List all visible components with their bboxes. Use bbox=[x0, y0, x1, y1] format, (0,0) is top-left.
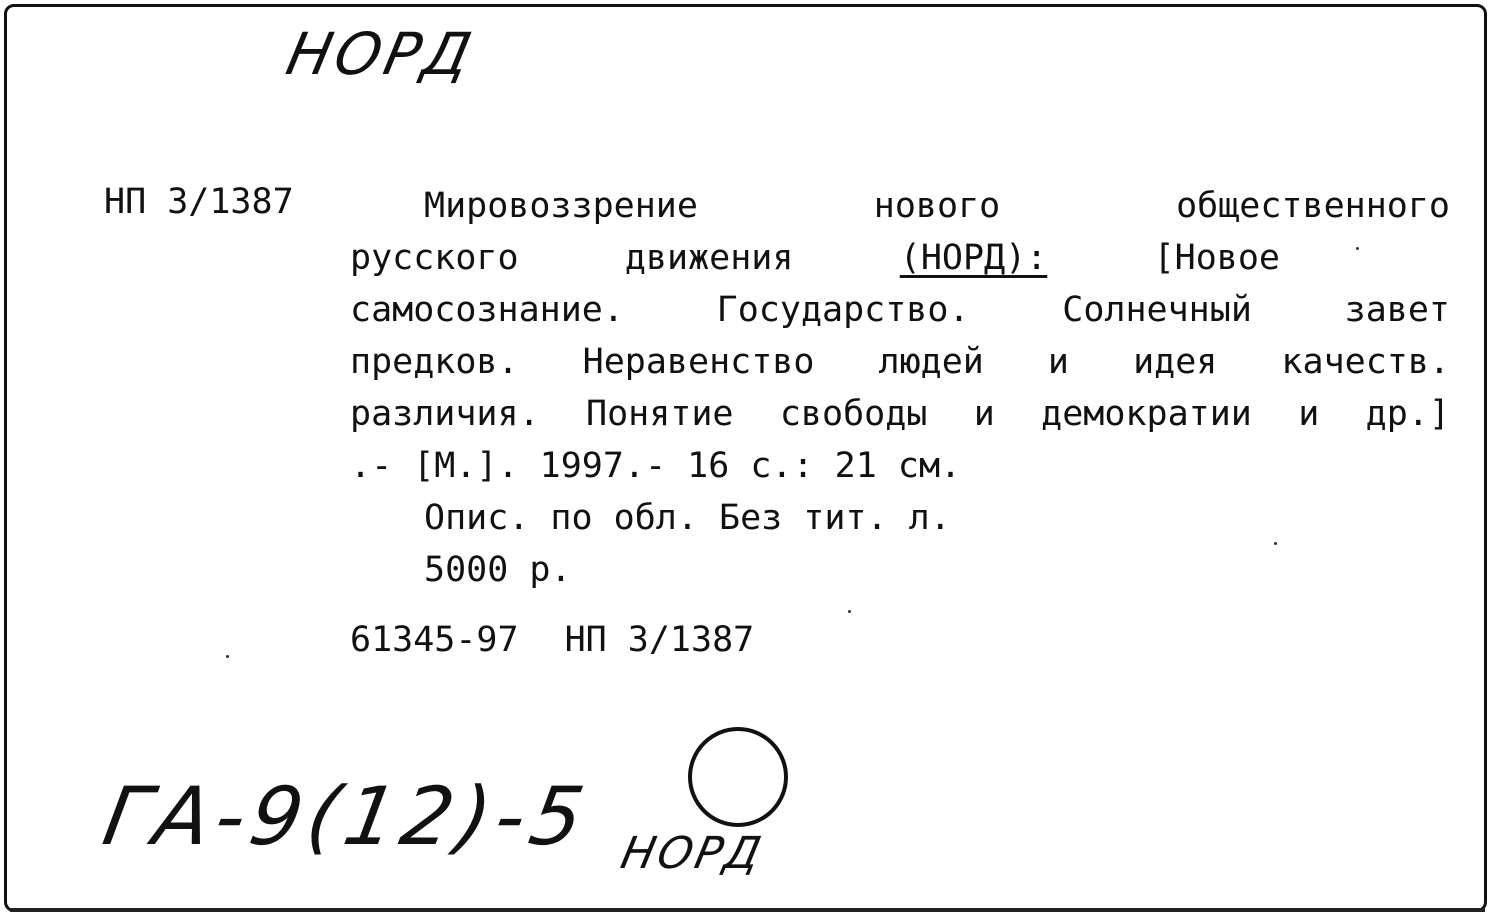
entry-word-underlined: (НОРД): bbox=[899, 238, 1048, 278]
shelf-mark: НП 3/1387 bbox=[104, 182, 294, 222]
entry-word: и bbox=[1047, 342, 1069, 382]
entry-word: Солнечный bbox=[1062, 290, 1252, 330]
entry-line-3 bbox=[350, 284, 1450, 336]
scan-speck bbox=[1356, 247, 1359, 250]
entry-word: Мировоззрение bbox=[424, 186, 698, 226]
entry-word: общественного bbox=[1176, 186, 1450, 226]
entry-word: людей bbox=[878, 342, 984, 382]
price: 5000 р. bbox=[424, 550, 572, 590]
entry-word: др.] bbox=[1365, 394, 1450, 434]
card-bottom-edge bbox=[10, 908, 1485, 912]
entry-word: Понятие bbox=[586, 394, 734, 434]
entry-line-5 bbox=[350, 388, 1450, 440]
entry-word: идея bbox=[1133, 342, 1218, 382]
entry-word: завет bbox=[1344, 290, 1450, 330]
entry-line-4 bbox=[350, 336, 1450, 388]
entry-word: предков. bbox=[350, 342, 519, 382]
entry-word: [Новое bbox=[1153, 238, 1280, 278]
stamp-circle bbox=[688, 727, 788, 827]
entry-line-8 bbox=[350, 544, 1450, 596]
entry-line-7 bbox=[350, 492, 1450, 544]
entry-word: и bbox=[1298, 394, 1320, 434]
entry-line-2 bbox=[350, 232, 1450, 284]
description-note: Опис. по обл. Без тит. л. bbox=[424, 498, 951, 538]
bibliographic-entry bbox=[350, 180, 1450, 596]
shelf-mark-bottom: НП 3/1387 bbox=[564, 620, 755, 660]
entry-word: самосознание. bbox=[350, 290, 624, 330]
handwritten-classmark: ГА-9(12)-5 bbox=[96, 770, 597, 863]
entry-word: различия. bbox=[350, 394, 540, 434]
entry-word: русского bbox=[350, 238, 519, 278]
entry-word: движения bbox=[624, 238, 794, 278]
scan-speck bbox=[226, 655, 229, 658]
entry-line-1 bbox=[350, 180, 1450, 232]
scan-speck bbox=[848, 610, 851, 613]
entry-word: нового bbox=[873, 186, 1001, 226]
scan-speck bbox=[1274, 542, 1277, 545]
inventory-number: 61345-97 bbox=[350, 620, 519, 660]
entry-word: свободы bbox=[779, 394, 928, 434]
handwritten-bottom-title: НОРД bbox=[616, 828, 769, 879]
entry-word: и bbox=[973, 394, 995, 434]
imprint: .- [М.]. 1997.- 16 с.: 21 см. bbox=[350, 446, 962, 486]
entry-line-6 bbox=[350, 440, 1450, 492]
handwritten-title: НОРД bbox=[280, 20, 481, 88]
entry-word: Государство. bbox=[716, 290, 970, 330]
entry-word: качеств. bbox=[1281, 342, 1450, 382]
entry-word: демократии bbox=[1041, 394, 1252, 434]
card-footer-ids bbox=[350, 620, 754, 660]
entry-word: Неравенство bbox=[582, 342, 815, 382]
